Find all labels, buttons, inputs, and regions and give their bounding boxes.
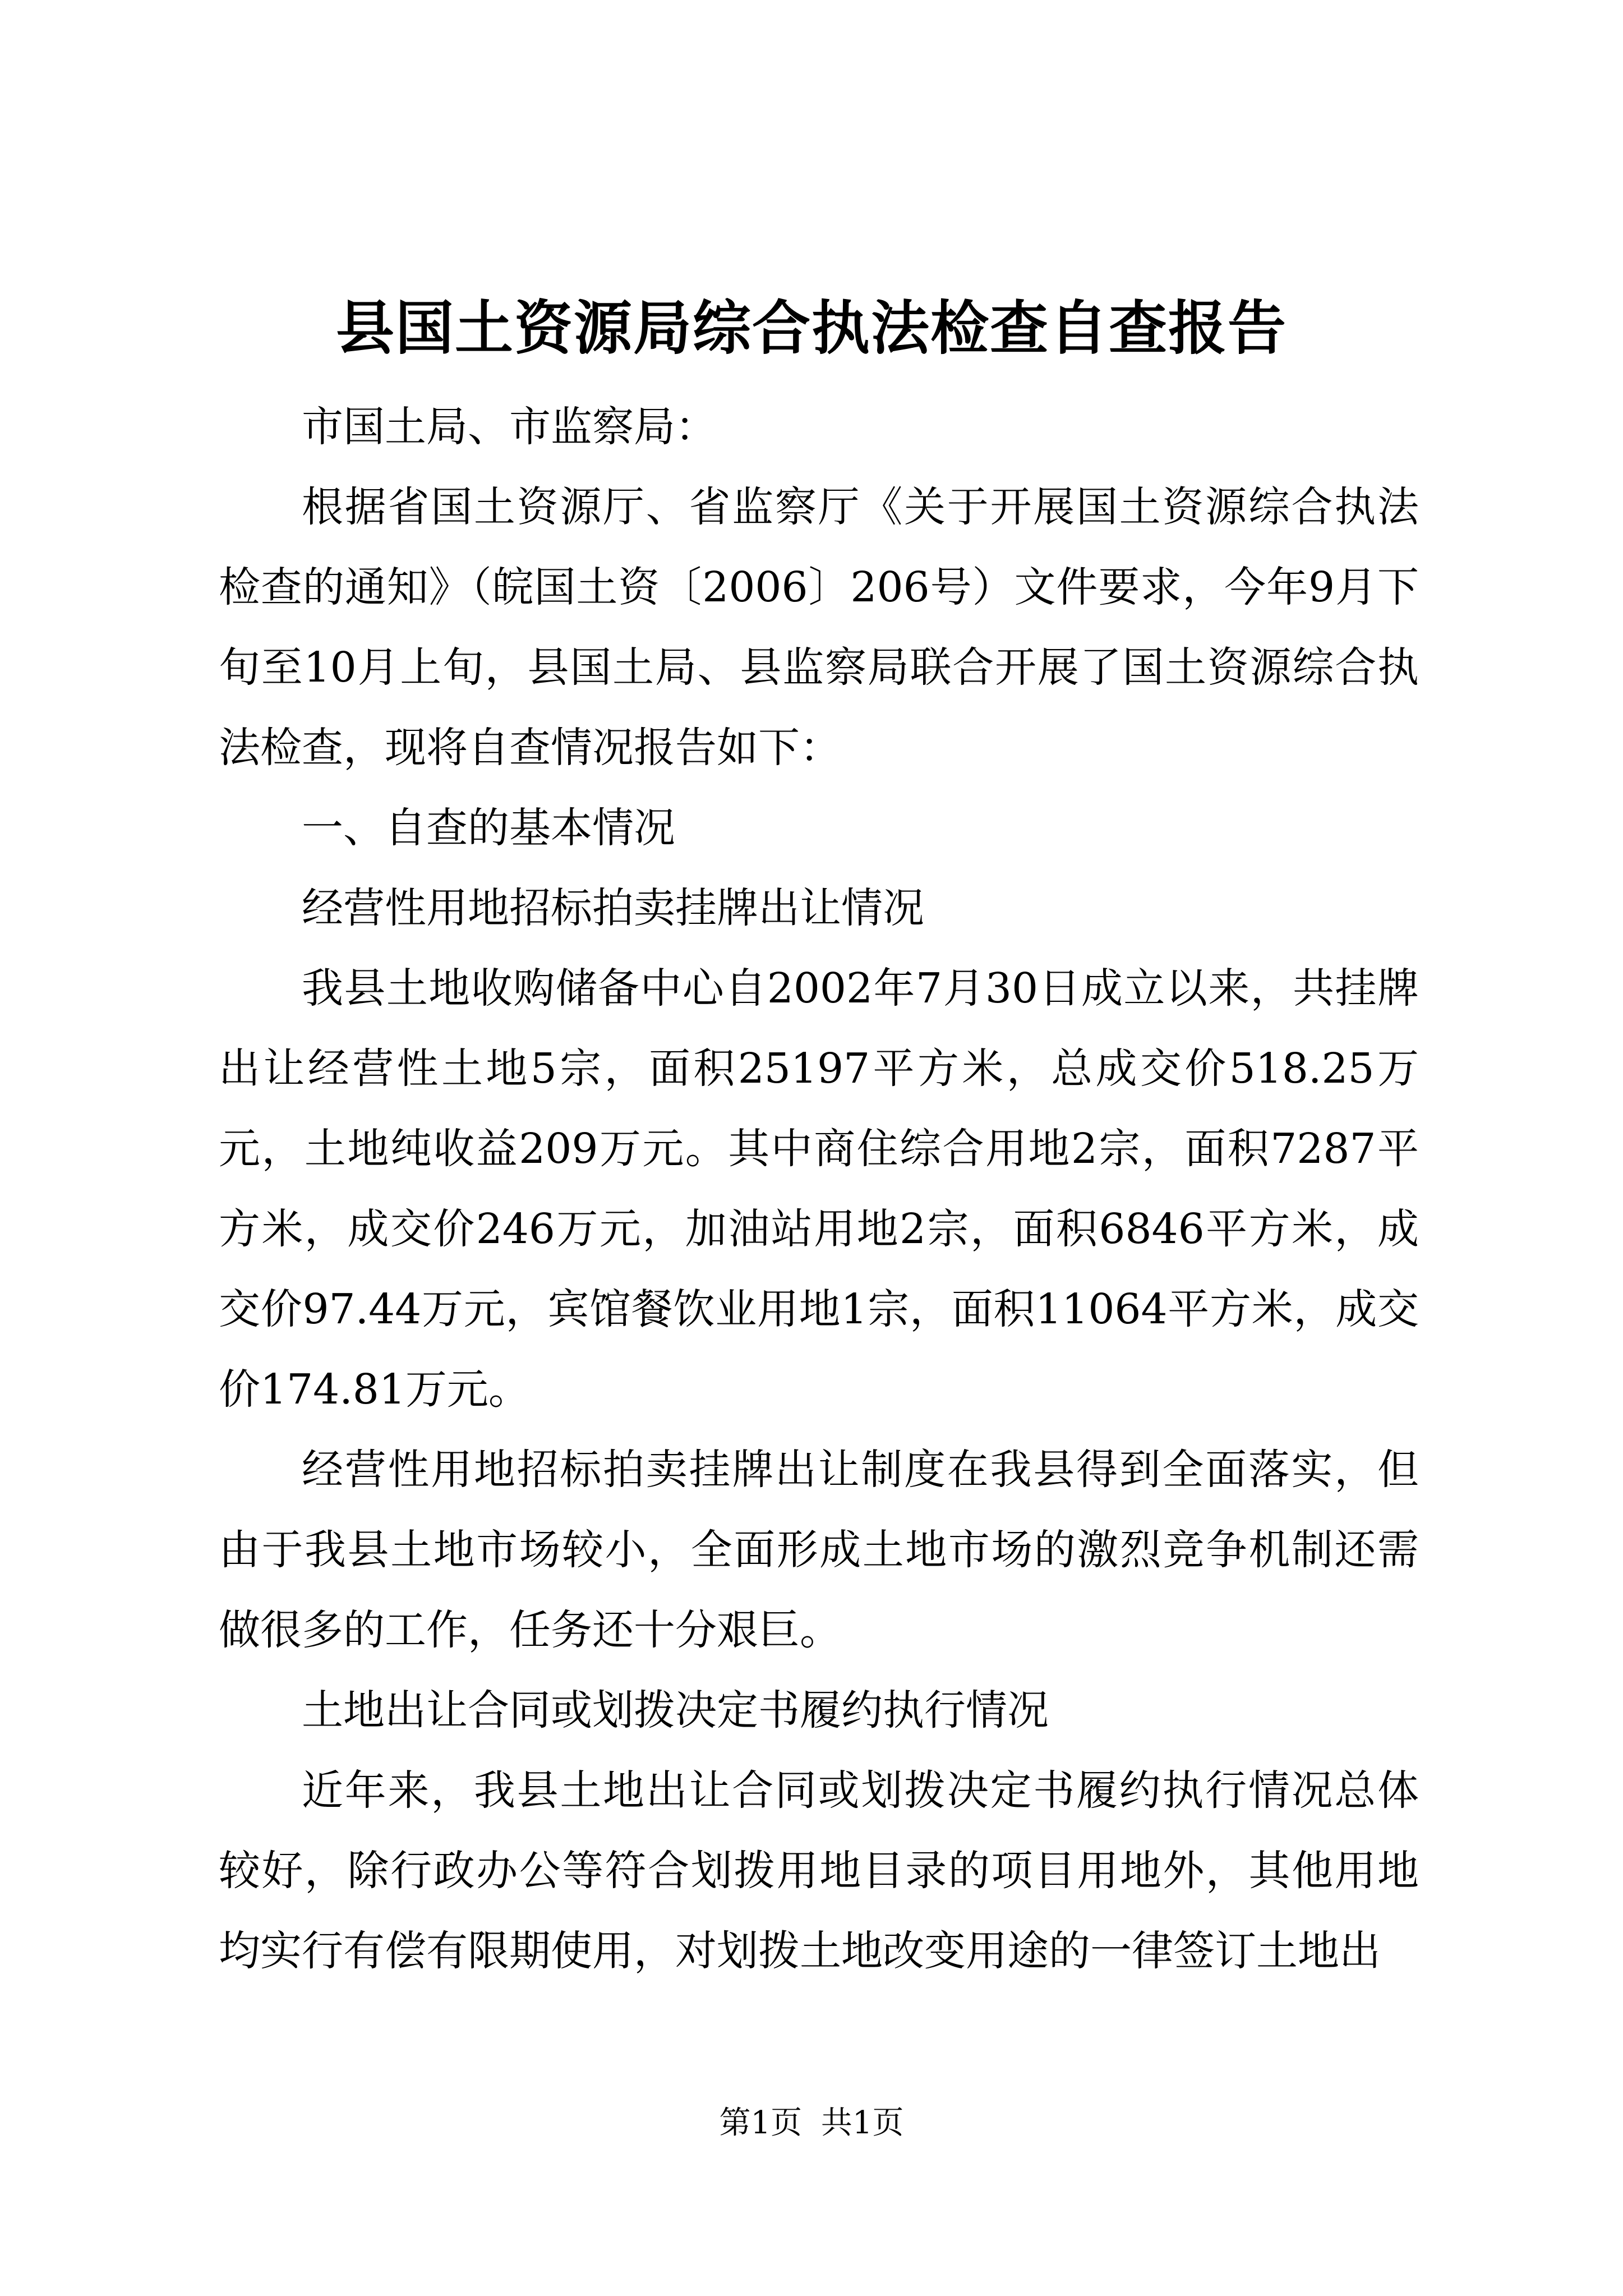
subheading-land-transfer: 经营性用地招标拍卖挂牌出让情况: [302, 884, 924, 932]
paragraph-contract-execution: 近年来，我县土地出让合同或划拨决定书履约执行情况总体较好，除行政办公等符合划拨用地目录的项目用地外，其他用地均实行有偿有限期使用，对划拨土地改变用途的一律签订土地出: [219, 1766, 1419, 1975]
subheading-contract-execution: 土地出让合同或划拨决定书履约执行情况: [302, 1686, 1049, 1734]
section-heading-basic-situation: 一、自查的基本情况: [302, 804, 675, 852]
document-title: 县国土资源局综合执法检查自查报告: [335, 294, 1287, 362]
page-number: 第1页: [719, 2105, 803, 2141]
paragraph-intro: 根据省国土资源厅、省监察厅《关于开展国土资源综合执法检查的通知》（皖国土资〔2006〕206号）文件要求，今年9月下旬至10月上旬，县国土局、县监察局联合开展了国土资源综合执法检查，现将自查情况报告如下：: [219, 483, 1419, 772]
page-footer: [0, 2101, 1623, 2146]
document-body: [219, 387, 1419, 1991]
page-total: 共1页: [820, 2105, 904, 2141]
paragraph-land-market: 经营性用地招标拍卖挂牌出让制度在我县得到全面落实，但由于我县土地市场较小，全面形成土地市场的激烈竞争机制还需做很多的工作，任务还十分艰巨。: [219, 1446, 1419, 1654]
paragraph-land-transfer-details: 我县土地收购储备中心自2002年7月30日成立以来，共挂牌出让经营性土地5宗，面积25197平方米，总成交价518.25万元，土地纯收益209万元。其中商住综合用地2宗，面积7287平方米，成交价246万元，加油站用地2宗，面积6846平方米，成交价97.44万元，宾馆餐饮业用地1宗，面积11064平方米，成交价174.81万元。: [219, 964, 1419, 1414]
salutation: 市国土局、市监察局：: [302, 403, 717, 451]
